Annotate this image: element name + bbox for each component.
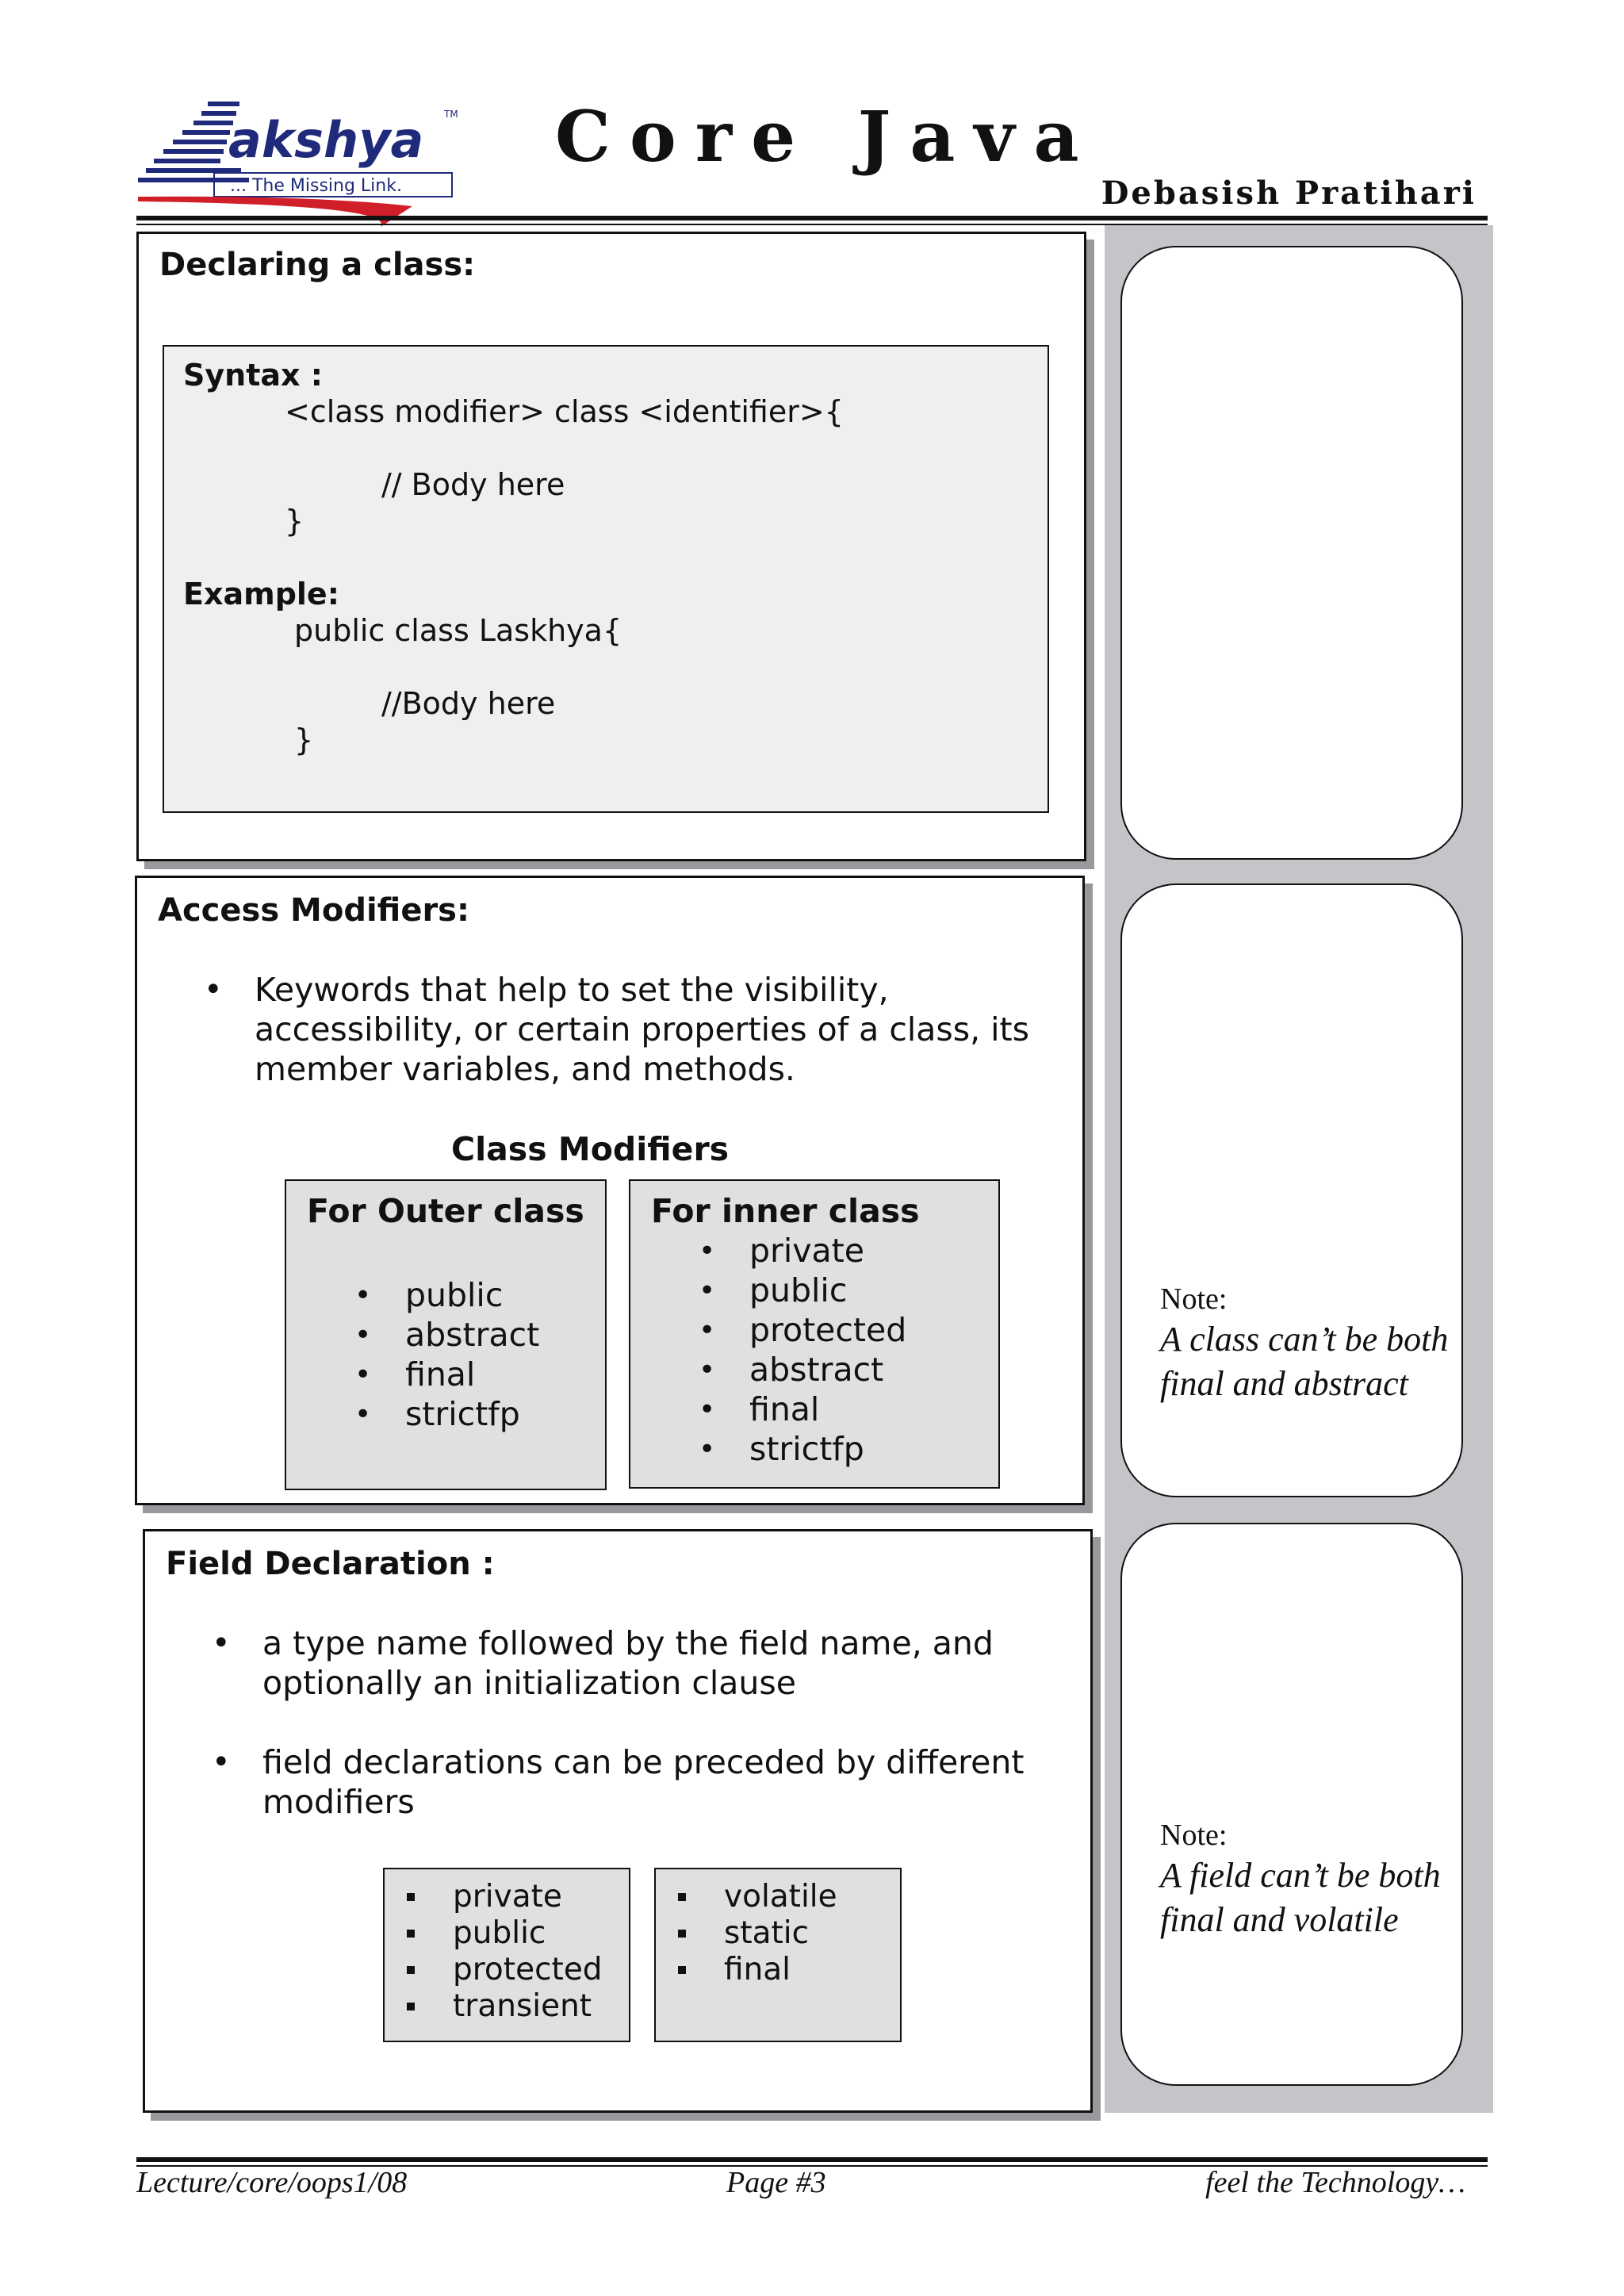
code-line: // Body here [381, 467, 565, 502]
section-access-modifiers [135, 876, 1085, 1505]
note-text-line: A class can’t be both [1160, 1320, 1449, 1359]
code-line: public class Laskhya{ [294, 613, 622, 648]
bullet-text-line: optionally an initialization clause [262, 1664, 796, 1702]
section-field-declaration [143, 1529, 1093, 2113]
author-name: Debasish Pratihari [1101, 174, 1477, 212]
modifier-item: transient [453, 1988, 592, 2024]
bullet-dot: • [212, 1625, 231, 1662]
note-box-class [1120, 884, 1463, 1497]
lakshya-logo [135, 94, 468, 228]
syntax-example-box [163, 345, 1049, 813]
modifier-item: final [724, 1952, 791, 1987]
modifier-item: strictfp [749, 1430, 864, 1468]
note-label: Note: [1160, 1819, 1228, 1852]
note-box-field [1120, 1523, 1463, 2086]
modifier-item: protected [453, 1952, 603, 1987]
note-text-line: final and abstract [1160, 1364, 1408, 1403]
bullet-text-line: field declarations can be preceded by different [262, 1743, 1025, 1781]
modifier-item: strictfp [405, 1395, 520, 1433]
logo-tagline: ... The Missing Link. [230, 176, 402, 196]
bullet-text-line: Keywords that help to set the visibility, [255, 971, 889, 1009]
box-heading: For Outer class [307, 1192, 584, 1230]
bullet-dot: • [204, 972, 223, 1008]
logo-trademark: TM [444, 109, 458, 120]
example-label: Example: [183, 577, 339, 611]
modifier-item: abstract [405, 1316, 540, 1354]
inner-class-modifiers-box: For inner class • private • public • protected • abstract • final • strictfp [629, 1179, 1000, 1489]
code-line: <class modifier> class <identifier>{ [285, 394, 844, 429]
modifier-item: public [405, 1276, 504, 1314]
modifier-item: public [453, 1915, 546, 1951]
modifier-item: volatile [724, 1879, 837, 1915]
note-label: Note: [1160, 1282, 1228, 1316]
code-line: } [285, 504, 304, 539]
header-rule [136, 216, 1488, 220]
modifier-item: public [749, 1271, 848, 1309]
note-box-empty [1120, 246, 1463, 860]
bullet-text-line: accessibility, or certain properties of a class, its [255, 1010, 1029, 1048]
field-modifiers-box-other [654, 1868, 902, 2042]
logo-wordmark: akshya [228, 111, 424, 169]
modifier-item: abstract [749, 1351, 884, 1389]
document-title: Core Java [555, 95, 1098, 178]
code-line: //Body here [381, 686, 556, 721]
section-title: Access Modifiers: [158, 892, 469, 929]
bullet-text-line: modifiers [262, 1783, 415, 1821]
notes-sidebar [1105, 225, 1493, 2113]
modifier-item: static [724, 1915, 810, 1951]
box-heading: For inner class [651, 1192, 920, 1230]
footer-lecture-code: Lecture/core/oops1/08 [136, 2166, 408, 2199]
class-modifiers-heading: Class Modifiers [451, 1130, 730, 1168]
note-text-line: A field can’t be both [1160, 1856, 1441, 1895]
logo-graphic [135, 94, 468, 228]
section-title: Declaring a class: [159, 247, 476, 283]
footer-tagline: feel the Technology… [1205, 2166, 1465, 2199]
modifier-item: final [749, 1390, 820, 1428]
footer-page-number: Page #3 [726, 2166, 826, 2199]
syntax-label: Syntax : [183, 358, 323, 393]
footer-rule [136, 2157, 1488, 2162]
bullet-text-line: member variables, and methods. [255, 1050, 795, 1088]
field-modifiers-box-access [383, 1868, 630, 2042]
modifier-item: private [749, 1232, 864, 1270]
modifier-item: final [405, 1355, 476, 1393]
section-title: Field Declaration : [166, 1546, 495, 1582]
bullet-dot: • [212, 1744, 231, 1780]
outer-class-modifiers-box: For Outer class • public • abstract • final • strictfp [285, 1179, 607, 1490]
section-declaring-class [136, 232, 1086, 861]
note-text-line: final and volatile [1160, 1900, 1399, 1939]
code-line: } [294, 723, 314, 757]
bullet-text-line: a type name followed by the field name, and [262, 1624, 994, 1662]
modifier-item: protected [749, 1311, 907, 1349]
modifier-item: private [453, 1879, 562, 1915]
